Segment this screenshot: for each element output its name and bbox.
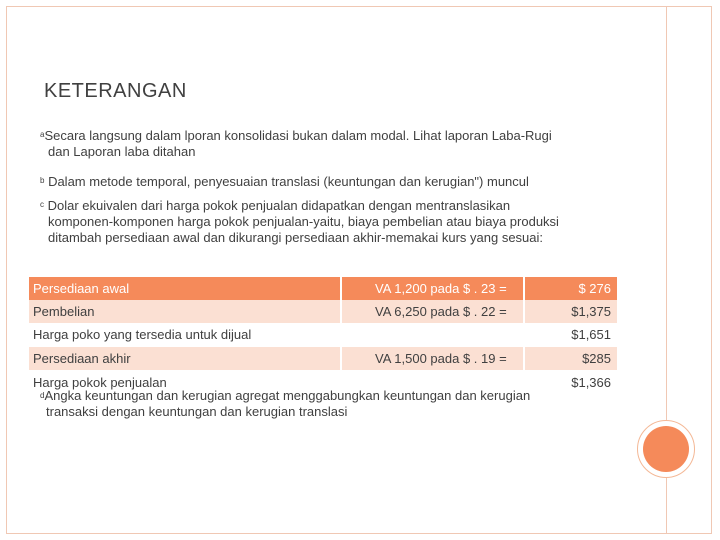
table-cell-label: Harga poko yang tersedia untuk dijual bbox=[33, 327, 252, 342]
footnote-line: Angka keuntungan dan kerugian agregat menggabungkan keuntungan dan kerugian bbox=[44, 388, 531, 403]
note-marker: a bbox=[40, 130, 45, 139]
table-cell-label: Persediaan awal bbox=[33, 281, 130, 296]
note-line: Dalam metode temporal, penyesuaian translasi (keuntungan dan kerugian") muncul bbox=[44, 174, 529, 189]
note-line: Secara langsung dalam lporan konsolidasi bukan dalam modal. Lihat laporan Laba-Rugi bbox=[44, 128, 552, 143]
note-c bbox=[40, 198, 610, 246]
note-a bbox=[40, 128, 610, 160]
note-marker: c bbox=[40, 200, 44, 209]
page-title: KETERANGAN bbox=[44, 80, 187, 102]
footnote-marker: d bbox=[40, 391, 45, 400]
table-row bbox=[29, 277, 617, 300]
note-line: dan Laporan laba ditahan bbox=[48, 144, 196, 159]
table-row bbox=[29, 323, 617, 346]
table-cell-rate: VA 6,250 pada $ . 22 = bbox=[340, 300, 523, 323]
table-cell-amount: $1,651 bbox=[571, 327, 611, 342]
table-cell-rate bbox=[340, 323, 523, 346]
note-marker: b bbox=[40, 176, 45, 185]
table-cell-label: Persediaan akhir bbox=[29, 347, 340, 370]
note-line: Dolar ekuivalen dari harga pokok penjualan didapatkan dengan mentranslasikan bbox=[44, 198, 511, 213]
table-cell-amount: $285 bbox=[523, 347, 617, 370]
note-line: komponen-komponen harga pokok penjualan-yaitu, biaya pembelian atau biaya produksi bbox=[48, 214, 559, 229]
table-cell-rate bbox=[340, 371, 523, 394]
note-b bbox=[40, 174, 610, 190]
table-cell-amount: $1,366 bbox=[571, 375, 611, 390]
table-cell-label: Harga pokok penjualan bbox=[33, 375, 167, 390]
cogs-table bbox=[29, 277, 617, 396]
footnote-line: transaksi dengan keuntungan dan kerugian translasi bbox=[46, 404, 348, 419]
note-line: ditambah persediaan awal dan dikurangi persediaan akhir-memakai kurs yang sesuai: bbox=[48, 230, 544, 245]
table-cell-rate: VA 1,500 pada $ . 19 = bbox=[340, 347, 523, 370]
table-cell-amount: $ 276 bbox=[523, 277, 617, 300]
table-cell-rate: VA 1,200 pada $ . 23 = bbox=[340, 277, 523, 300]
decorative-circle bbox=[643, 426, 689, 472]
table-row bbox=[29, 347, 617, 370]
table-cell-amount: $1,375 bbox=[523, 300, 617, 323]
table-row bbox=[29, 300, 617, 323]
table-row bbox=[29, 371, 617, 394]
table-cell-label: Pembelian bbox=[29, 300, 340, 323]
